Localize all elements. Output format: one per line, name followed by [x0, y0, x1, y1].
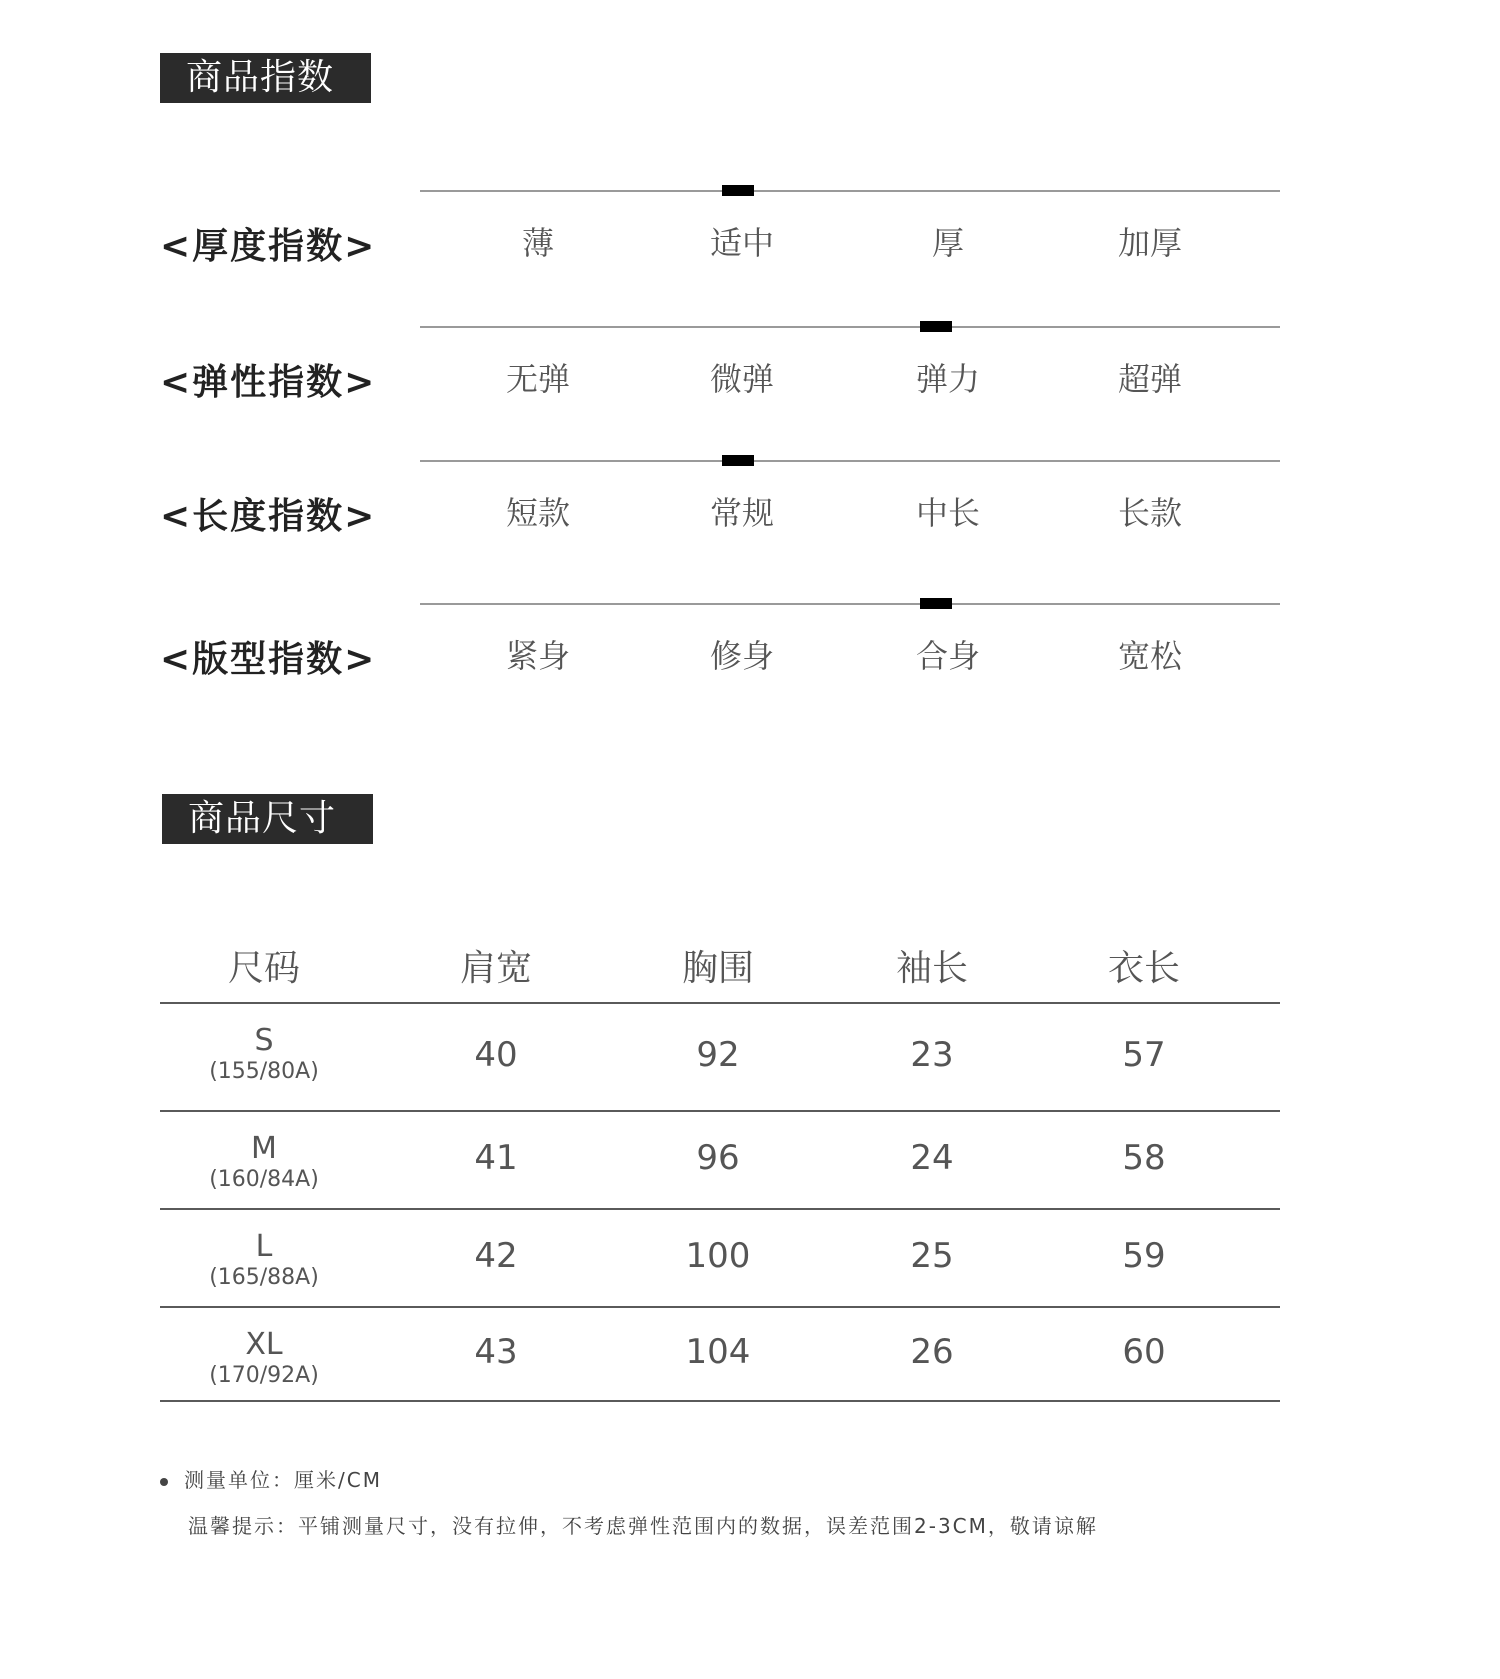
table-cell: 92: [696, 1035, 740, 1075]
header-chest: 胸围: [681, 948, 754, 989]
index-label: <版型指数>: [160, 639, 377, 680]
section-title-product-index: 商品指数: [160, 53, 371, 103]
table-cell: 100: [685, 1236, 751, 1276]
measurement-tip: 温馨提示：平铺测量尺寸，没有拉伸，不考虑弹性范围内的数据，误差范围2-3CM，敬请谅解: [188, 1514, 1098, 1538]
index-label: <弹性指数>: [160, 362, 377, 403]
table-cell: 59: [1122, 1236, 1166, 1276]
index-option: 薄: [521, 224, 554, 262]
index-option: 微弹: [709, 360, 774, 398]
table-cell: 26: [910, 1332, 954, 1372]
index-option: 常规: [709, 494, 774, 532]
index-option: 宽松: [1117, 637, 1182, 675]
size-cell: [164, 1024, 364, 1086]
size-code: M: [251, 1131, 277, 1166]
size-spec: (170/92A): [209, 1363, 319, 1388]
index-option: 长款: [1117, 494, 1182, 532]
index-scale-line: [420, 326, 1280, 328]
index-option: 无弹: [505, 360, 570, 398]
section-title-product-size: 商品尺寸: [162, 794, 373, 844]
size-table: [160, 930, 1280, 1402]
index-scale-line: [420, 190, 1280, 192]
index-option: 修身: [709, 637, 774, 675]
table-cell: 43: [474, 1332, 518, 1372]
table-cell: 57: [1122, 1035, 1166, 1075]
size-table-body: [160, 1004, 1280, 1402]
size-spec: (155/80A): [209, 1059, 319, 1084]
table-cell: 25: [910, 1236, 954, 1276]
table-cell: 104: [685, 1332, 751, 1372]
header-shoulder: 肩宽: [459, 948, 532, 989]
index-label: <长度指数>: [160, 496, 377, 537]
table-row: [160, 1308, 1280, 1400]
unit-text: 测量单位：厘米/CM: [184, 1468, 382, 1492]
size-code: S: [254, 1023, 274, 1058]
index-selected-marker: [920, 598, 952, 609]
index-option: 中长: [915, 494, 980, 532]
header-size: 尺码: [227, 948, 300, 989]
index-option: 超弹: [1117, 360, 1182, 398]
index-scale-line: [420, 603, 1280, 605]
table-row: [160, 1004, 1280, 1110]
table-cell: 40: [474, 1035, 518, 1075]
index-option: 厚: [931, 224, 964, 262]
index-option: 合身: [915, 637, 980, 675]
table-row: [160, 1210, 1280, 1306]
index-option: 弹力: [915, 360, 980, 398]
index-option: 紧身: [505, 637, 570, 675]
index-selected-marker: [722, 185, 754, 196]
table-divider: [160, 1400, 1280, 1402]
index-selected-marker: [920, 321, 952, 332]
header-length: 衣长: [1107, 948, 1180, 989]
index-option: 适中: [709, 224, 774, 262]
size-code: XL: [245, 1327, 283, 1362]
table-cell: 23: [910, 1035, 954, 1075]
table-cell: 42: [474, 1236, 518, 1276]
table-cell: 60: [1122, 1332, 1166, 1372]
index-label: <厚度指数>: [160, 226, 377, 267]
size-cell: [164, 1230, 364, 1292]
index-scale-line: [420, 460, 1280, 462]
size-cell: [164, 1328, 364, 1390]
table-row: [160, 1112, 1280, 1208]
header-sleeve: 袖长: [895, 948, 968, 989]
size-spec: (160/84A): [209, 1167, 319, 1192]
size-table-header: [160, 930, 1280, 1002]
size-code: L: [255, 1229, 273, 1264]
table-cell: 24: [910, 1138, 954, 1178]
size-spec: (165/88A): [209, 1265, 319, 1290]
index-option: 加厚: [1117, 224, 1182, 262]
bullet-icon: [160, 1478, 168, 1486]
table-cell: 96: [696, 1138, 740, 1178]
index-option: 短款: [505, 494, 570, 532]
table-cell: 41: [474, 1138, 518, 1178]
index-selected-marker: [722, 455, 754, 466]
size-cell: [164, 1132, 364, 1194]
table-cell: 58: [1122, 1138, 1166, 1178]
measurement-unit-note: [160, 1464, 382, 1493]
